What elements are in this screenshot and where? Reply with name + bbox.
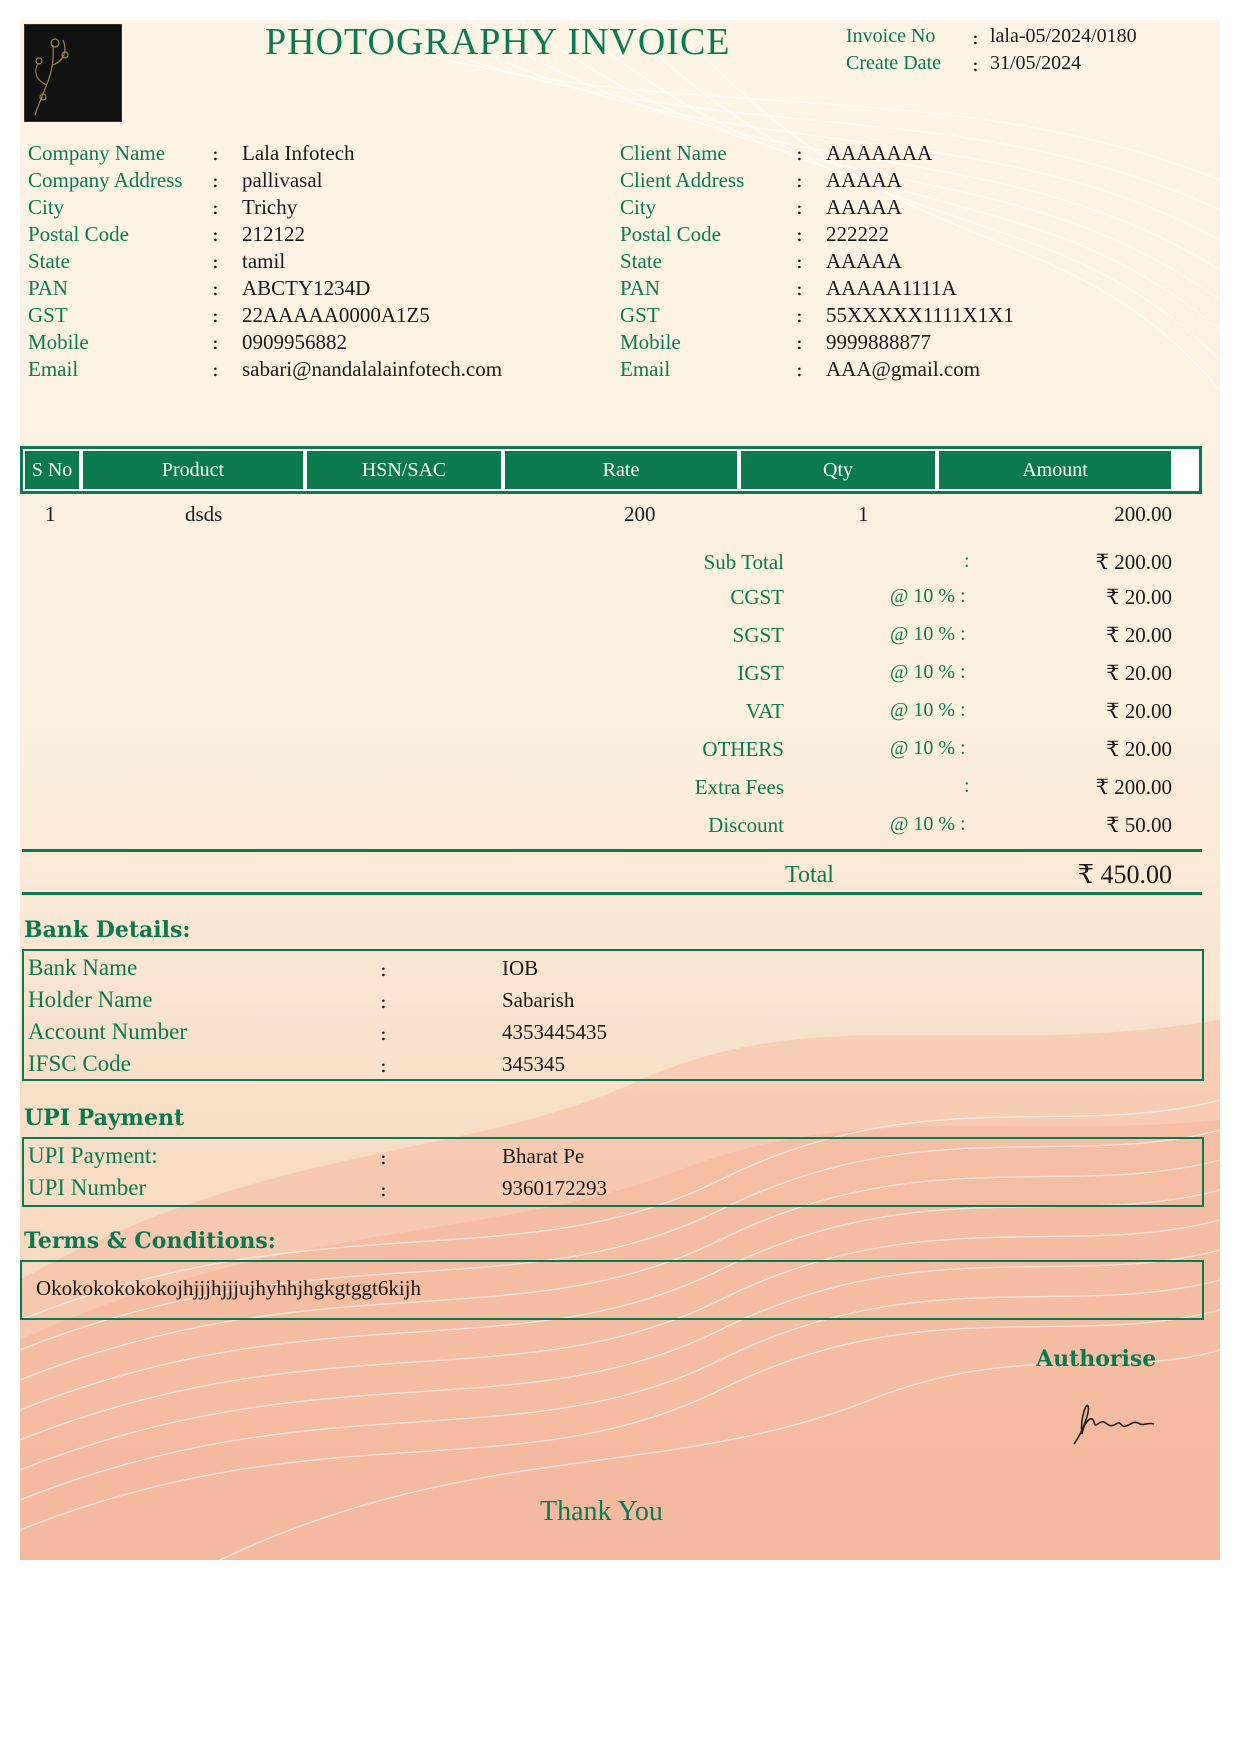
colon: : (972, 25, 979, 49)
client-email-label: Email (620, 357, 671, 381)
terms-box (20, 1260, 1204, 1320)
discount-rate: @ 10 % : (890, 813, 966, 835)
invoice-title: PHOTOGRAPHY INVOICE (265, 21, 731, 63)
others-value: ₹ 20.00 (1106, 737, 1172, 761)
colon: : (796, 303, 803, 327)
colon: : (212, 195, 219, 219)
client-pan-label: PAN (620, 276, 661, 300)
colon: : (796, 249, 803, 273)
company-pan-label: PAN (28, 276, 69, 300)
vat-rate: @ 10 % : (890, 699, 966, 721)
client-city-value: AAAAA (826, 195, 902, 219)
subtotal-rate: : (964, 550, 970, 572)
colon: : (796, 357, 803, 381)
signature-icon (1070, 1400, 1160, 1450)
upi-title: UPI Payment (24, 1105, 185, 1131)
client-mobile-value: 9999888877 (826, 330, 931, 354)
row-product: dsds (185, 502, 223, 526)
upi-number-value: 9360172293 (502, 1176, 607, 1200)
colon: : (796, 276, 803, 300)
client-city-label: City (620, 195, 657, 219)
company-address-value: pallivasal (242, 168, 323, 192)
vat-label: VAT (745, 699, 784, 723)
extra-fees-label: Extra Fees (694, 775, 784, 799)
company-gst-label: GST (28, 303, 68, 327)
colon: : (212, 276, 219, 300)
client-state-label: State (620, 249, 662, 273)
cgst-label: CGST (730, 585, 784, 609)
holder-name-value: Sabarish (502, 988, 575, 1012)
upi-number-label: UPI Number (28, 1175, 147, 1200)
colon: : (212, 168, 219, 192)
igst-rate: @ 10 % : (890, 661, 966, 683)
igst-label: IGST (737, 661, 784, 685)
others-rate: @ 10 % : (890, 737, 966, 759)
client-mobile-label: Mobile (620, 330, 681, 354)
bank-details-title: Bank Details: (24, 917, 191, 943)
colon: : (212, 141, 219, 165)
company-gst-value: 22AAAAA0000A1Z5 (242, 303, 430, 327)
company-address-label: Company Address (28, 168, 183, 192)
subtotal-value: ₹ 200.00 (1095, 550, 1172, 574)
client-address-value: AAAAA (826, 168, 902, 192)
colon: : (796, 195, 803, 219)
colon: : (380, 1177, 387, 1201)
company-state-label: State (28, 249, 70, 273)
client-gst-label: GST (620, 303, 660, 327)
create-date-label: Create Date (846, 52, 941, 74)
company-postal-value: 212122 (242, 222, 305, 246)
client-address-label: Client Address (620, 168, 745, 192)
extra-fees-value: ₹ 200.00 (1095, 775, 1172, 799)
company-email-label: Email (28, 357, 79, 381)
colon: : (212, 222, 219, 246)
discount-label: Discount (708, 813, 784, 837)
colon: : (380, 1021, 387, 1045)
client-state-value: AAAAA (826, 249, 902, 273)
sgst-label: SGST (732, 623, 784, 647)
colon: : (212, 303, 219, 327)
company-mobile-value: 0909956882 (242, 330, 347, 354)
client-postal-label: Postal Code (620, 222, 721, 246)
subtotal-label: Sub Total (703, 550, 784, 574)
row-qty: 1 (858, 502, 869, 526)
extra-fees-rate: : (964, 775, 970, 797)
client-postal-value: 222222 (826, 222, 889, 246)
sgst-value: ₹ 20.00 (1106, 623, 1172, 647)
client-name-value: AAAAAAA (826, 141, 933, 165)
colon: : (380, 1145, 387, 1169)
colon: : (212, 330, 219, 354)
row-amount: 200.00 (1114, 502, 1172, 526)
bank-details-box (22, 949, 1204, 1081)
upi-payment-value: Bharat Pe (502, 1144, 585, 1168)
row-sno: 1 (45, 502, 56, 526)
colon: : (796, 141, 803, 165)
vat-value: ₹ 20.00 (1106, 699, 1172, 723)
total-label: Total (785, 862, 834, 888)
ifsc-code-label: IFSC Code (28, 1051, 131, 1076)
items-table-header (20, 446, 1202, 494)
client-email-value: AAA@gmail.com (826, 357, 981, 381)
company-name-label: Company Name (28, 141, 166, 165)
company-pan-value: ABCTY1234D (242, 276, 371, 300)
ifsc-code-value: 345345 (502, 1052, 565, 1076)
create-date-value: 31/05/2024 (990, 52, 1082, 74)
account-number-label: Account Number (28, 1019, 188, 1044)
terms-title: Terms & Conditions: (24, 1228, 276, 1254)
colon: : (796, 222, 803, 246)
colon: : (972, 52, 979, 76)
company-mobile-label: Mobile (28, 330, 89, 354)
thank-you: Thank You (540, 1496, 663, 1527)
header-product: Product (83, 451, 303, 489)
bank-name-label: Bank Name (28, 955, 138, 980)
client-pan-value: AAAAA1111A (826, 276, 957, 300)
colon: : (796, 168, 803, 192)
company-name-value: Lala Infotech (242, 141, 355, 165)
header-amount: Amount (939, 451, 1171, 489)
authorise-label: Authorise (1036, 1346, 1157, 1372)
company-city-label: City (28, 195, 65, 219)
cgst-rate: @ 10 % : (890, 585, 966, 607)
floral-logo-icon (24, 24, 122, 122)
total-top-divider (22, 849, 1202, 852)
colon: : (380, 1053, 387, 1077)
account-number-value: 4353445435 (502, 1020, 607, 1044)
company-state-value: tamil (242, 249, 286, 273)
colon: : (212, 249, 219, 273)
others-label: OTHERS (702, 737, 784, 761)
client-gst-value: 55XXXXX1111X1X1 (826, 303, 1014, 327)
invoice-no-value: lala-05/2024/0180 (990, 25, 1137, 47)
colon: : (212, 357, 219, 381)
bank-name-value: IOB (502, 956, 539, 980)
upi-box (22, 1137, 1204, 1207)
company-city-value: Trichy (242, 195, 298, 219)
invoice-no-label: Invoice No (846, 25, 936, 47)
igst-value: ₹ 20.00 (1106, 661, 1172, 685)
header-sno: S No (25, 451, 79, 489)
cgst-value: ₹ 20.00 (1106, 585, 1172, 609)
colon: : (380, 957, 387, 981)
holder-name-label: Holder Name (28, 987, 153, 1012)
invoice-sheet (20, 20, 1220, 1560)
sgst-rate: @ 10 % : (890, 623, 966, 645)
company-email-value: sabari@nandalalainfotech.com (242, 357, 503, 381)
total-value: ₹ 450.00 (1077, 860, 1172, 889)
client-name-label: Client Name (620, 141, 727, 165)
header-qty: Qty (741, 451, 935, 489)
discount-value: ₹ 50.00 (1106, 813, 1172, 837)
colon: : (380, 989, 387, 1013)
colon: : (796, 330, 803, 354)
company-postal-label: Postal Code (28, 222, 129, 246)
total-bottom-divider (22, 892, 1202, 895)
upi-payment-label: UPI Payment: (28, 1143, 158, 1168)
terms-text: Okokokokokokojhjjjhjjjujhyhhjhgkgtggt6kijh (36, 1276, 422, 1300)
header-hsn: HSN/SAC (307, 451, 501, 489)
header-rate: Rate (505, 451, 737, 489)
row-rate: 200 (624, 502, 656, 526)
